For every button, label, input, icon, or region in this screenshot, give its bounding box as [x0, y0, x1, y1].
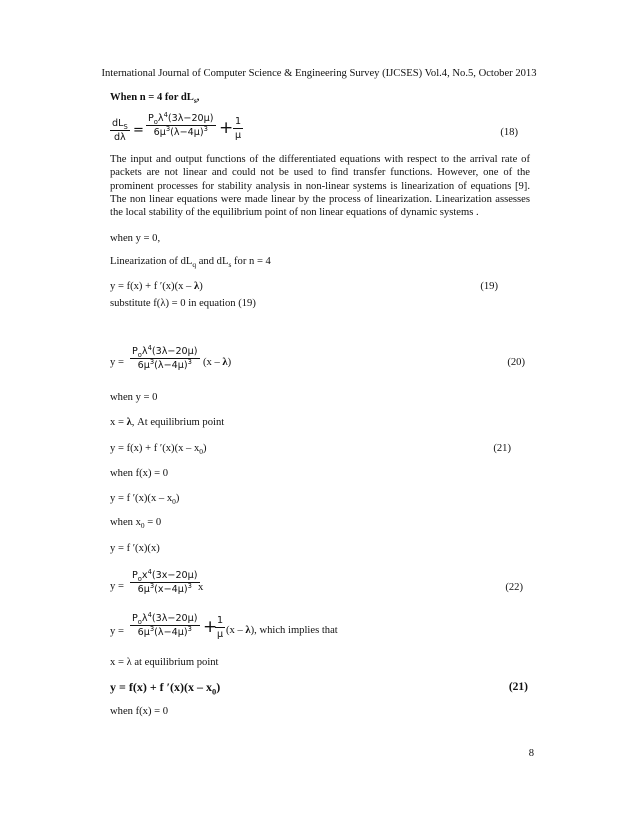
eq23-num: P [132, 613, 138, 624]
substitute-line: substitute f(λ) = 0 in equation (19) [110, 298, 256, 309]
eq18-equals: = [133, 123, 144, 138]
eq18-rhs-num-sup: 4 [163, 110, 168, 119]
eq18-rhs-den: 6μ [153, 127, 166, 138]
lin-pre: Linearization of dL [110, 256, 193, 267]
eq23-frac2-num: 1 [217, 615, 224, 626]
eq22-num-tail: (3x−20μ) [151, 570, 198, 581]
eq20-num-sup: 4 [147, 343, 152, 352]
eq18-lhs-den: dλ [113, 132, 126, 143]
eq23-plus: + [203, 617, 218, 637]
eq23-frac2-den: μ [217, 629, 224, 640]
eq18-lhs-num-sub: S [123, 122, 128, 131]
eq22-num-rest: x [141, 570, 148, 581]
eq22-den: 6μ [137, 584, 150, 595]
eq19-lambda: λ [194, 281, 200, 292]
lin-post: for n = 4 [231, 256, 271, 267]
y-fprime-xx-line: y = f ′(x)(x) [110, 543, 160, 554]
eq20-suffix-pre: (x – [203, 357, 223, 368]
body-paragraph: The input and output functions of the differentiated equations with respect to the arrival rate of packets are not linear and could not be used to find transfer functions. However, one of the prominent processes for stability analysis in non-linear systems is linearization of equations [9]. The non linear equations were made linear by the process of linearization. Linearization assesses the local stability of the equilibrium point of non linear equations of dynamic systems . [110, 154, 530, 219]
x-lambda-lambda: λ [126, 417, 132, 428]
eq18-lhs-num: dL [112, 118, 124, 129]
y-fprime-x0-line [110, 493, 180, 507]
eq21b-body [110, 680, 220, 695]
eq20-num-sub: o [137, 350, 142, 359]
lin-mid: and dL [196, 256, 229, 267]
eq21b-sub: 0 [212, 687, 217, 697]
eq21a-close: ) [203, 443, 207, 454]
eq20-suffix-close: ) [227, 357, 232, 368]
eq20-suffix [203, 357, 231, 368]
eq22-suffix: x [198, 582, 204, 593]
eq23-fraction [130, 610, 200, 638]
eq23-num-sub: o [137, 617, 142, 626]
when-x0-pre: when x [110, 517, 141, 528]
eq23-num-sup: 4 [147, 610, 152, 619]
eq20-den-tail: (λ−4μ) [154, 360, 188, 371]
eq20-num: P [132, 346, 138, 357]
when-x0-sub: 0 [140, 521, 145, 531]
eq18-rhs-num-sub: o [153, 117, 158, 126]
when-y-zero-2: when y = 0 [110, 392, 158, 403]
page-number: 8 [528, 748, 534, 759]
eq23-prefix: y = [110, 626, 124, 637]
x-eq-lambda-line: x = λ at equilibrium point [110, 657, 219, 668]
eq18-rhs-num: P [148, 113, 154, 124]
when-x0-post: = 0 [144, 517, 162, 528]
lin-sub2: s [228, 260, 232, 270]
eq18-frac2 [233, 116, 243, 141]
eq18-frac2-num: 1 [235, 116, 242, 127]
eq23-suffix [226, 625, 338, 636]
eq19-text: y = f(x) + f ′(x)(x – [110, 281, 194, 292]
when-fx-zero-2: when f(x) = 0 [110, 706, 169, 717]
journal-header: International Journal of Computer Science & Engineering Survey (IJCSES) Vol.4, No.5, October 2013 [101, 68, 537, 79]
eq18-plus: + [219, 118, 234, 138]
eq20-label: (20) [507, 357, 525, 368]
eq23-den-sup: 3 [149, 624, 155, 633]
eq20-num-rest: λ [141, 346, 148, 357]
eq23-frac2 [215, 615, 225, 640]
eq18-frac2-den: μ [235, 130, 242, 141]
eq20-den: 6μ [137, 360, 150, 371]
eq18-rhs-den-sup: 3 [165, 124, 171, 133]
eq22-fraction [130, 567, 200, 595]
eq19-close: ) [199, 281, 203, 292]
eq20-fraction [130, 343, 200, 371]
linearization-line [110, 256, 271, 270]
eq22-label: (22) [505, 582, 523, 593]
eq23-lambda: λ [245, 625, 251, 636]
eq18-rhs-num-tail: (3λ−20μ) [167, 113, 214, 124]
lin-sub1: q [192, 260, 197, 270]
x-lambda-post: , At equilibrium point [131, 417, 225, 428]
eq18-rhs-den-sup2: 3 [203, 124, 208, 133]
eq22-num: P [132, 570, 138, 581]
eq22-den-sup2: 3 [187, 581, 192, 590]
eq21a-body [110, 443, 207, 457]
when-y-zero: when y = 0, [110, 233, 161, 244]
eq21b-label: (21) [508, 681, 528, 693]
heading-when-n4: When n = 4 for $dL_s$, [110, 92, 200, 106]
eq20-prefix: y = [110, 357, 124, 368]
x-lambda-pre: x = [110, 417, 127, 428]
eq18-lhs-fraction [110, 118, 130, 143]
x-lambda-line [110, 417, 224, 428]
eq20-lambda: λ [222, 357, 228, 368]
heading-text: When n = 4 for dL [110, 92, 194, 103]
eq22-den-sup: 3 [149, 581, 155, 590]
eq23-num-tail: (3λ−20μ) [151, 613, 198, 624]
eq19-label: (19) [480, 281, 498, 292]
eq23-den-tail: (λ−4μ) [154, 627, 188, 638]
eq22-num-sup: 4 [147, 567, 152, 576]
eq21a-text: y = f(x) + f ′(x)(x – x [110, 443, 200, 454]
eq22-den-tail: (x−4μ) [154, 584, 188, 595]
eq22-prefix: y = [110, 581, 124, 592]
eq18-rhs-den-tail: (λ−4μ) [170, 127, 204, 138]
eq23-suffix-pre: (x – [226, 625, 246, 636]
heading-subscript: s [193, 96, 197, 106]
eq19-body [110, 281, 203, 292]
eq20-den-sup2: 3 [187, 357, 192, 366]
eq21a-sub: 0 [199, 447, 203, 457]
eq18-rhs-fraction [146, 110, 216, 138]
eq18-rhs-num-rest: λ [157, 113, 164, 124]
eq20-num-tail: (3λ−20μ) [151, 346, 198, 357]
eq20-den-sup: 3 [149, 357, 155, 366]
eq21b-close: ) [216, 680, 221, 694]
y-fprime-x0-sub: 0 [172, 497, 176, 507]
eq23-den-sup2: 3 [187, 624, 192, 633]
eq23-suffix-post: ), which implies that [250, 625, 338, 636]
eq18-label: (18) [500, 127, 518, 138]
eq21a-label: (21) [493, 443, 511, 454]
eq23-num-rest: λ [141, 613, 148, 624]
y-fprime-x0-text: y = f ′(x)(x – x [110, 493, 173, 504]
eq22-num-sub: o [137, 574, 142, 583]
eq21b-text: y = f(x) + f ′(x)(x – x [110, 680, 213, 694]
y-fprime-x0-close: ) [175, 493, 180, 504]
when-x0-zero [110, 517, 162, 531]
eq23-den: 6μ [137, 627, 150, 638]
when-fx-zero: when f(x) = 0 [110, 468, 169, 479]
